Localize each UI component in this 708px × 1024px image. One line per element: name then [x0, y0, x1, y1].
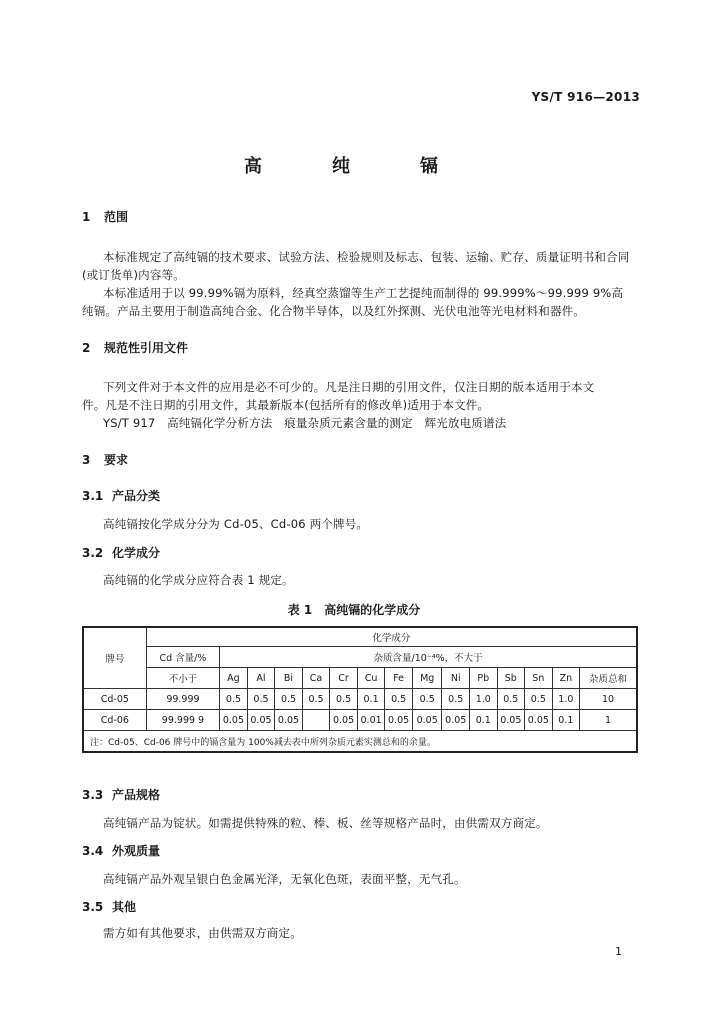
table-note: 注：Cd-05、Cd-06 牌号中的镉含量为 100%减去表中所列杂质元素实测总和的余量。	[83, 731, 637, 753]
element-header: Sb	[497, 668, 525, 689]
paragraph-line: 本标准适用于以 99.99%镉为原料，经真空蒸馏等生产工艺提纯而制得的 99.999%～99.999 9%高	[103, 286, 624, 300]
section-number: 3.1	[82, 489, 104, 503]
value-cell: 0.5	[275, 689, 303, 710]
value-cell: 0.1	[470, 710, 498, 731]
section-number: 3.4	[82, 844, 104, 858]
value-cell: 0.1	[552, 710, 580, 731]
value-cell: 0.05	[247, 710, 275, 731]
value-cell: 0.5	[442, 689, 470, 710]
paragraph-line: 需方如有其他要求，由供需双方商定。	[103, 926, 302, 940]
grade-header: 牌号	[83, 627, 146, 689]
element-header: 杂质总和	[580, 668, 637, 689]
subsection-3-3-heading	[82, 786, 160, 803]
paragraph-line: (或订货单)内容等。	[82, 268, 185, 282]
element-header: Ni	[442, 668, 470, 689]
cd-cell: 99.999	[146, 689, 219, 710]
value-cell: 0.05	[275, 710, 303, 731]
value-cell: 0.5	[220, 689, 248, 710]
table-row	[83, 710, 637, 731]
element-header: Ca	[302, 668, 330, 689]
section-title: 产品规格	[112, 788, 161, 802]
paragraph-line: 纯镉。产品主要用于制造高纯合金、化合物半导体，以及红外探测、光伏电池等光电材料和器件。	[82, 304, 586, 318]
chemical-composition-table	[82, 626, 638, 753]
element-header: Pb	[470, 668, 498, 689]
paragraph-line: 高纯镉按化学成分分为 Cd-05、Cd-06 两个牌号。	[103, 517, 369, 531]
section-2-heading	[82, 339, 188, 356]
page-number: 1	[615, 945, 622, 958]
value-cell: 1.0	[470, 689, 498, 710]
value-cell: 0.5	[497, 689, 525, 710]
grade-cell: Cd-06	[83, 710, 146, 731]
value-cell: 0.5	[302, 689, 330, 710]
standard-code: YS/T 916—2013	[531, 90, 640, 104]
subsection-3-4-heading	[82, 842, 160, 859]
section-number: 1	[82, 210, 91, 224]
subsection-3-2-heading	[82, 544, 160, 561]
value-cell	[302, 710, 330, 731]
value-cell: 0.05	[442, 710, 470, 731]
element-header: Mg	[412, 668, 442, 689]
table-row	[83, 689, 637, 710]
subsection-3-5-heading	[82, 898, 136, 915]
section-3-heading	[82, 451, 128, 468]
value-cell: 0.05	[497, 710, 525, 731]
section-title: 范围	[104, 210, 129, 224]
section-title: 化学成分	[112, 546, 161, 560]
paragraph-line: 下列文件对于本文件的应用是必不可少的。凡是注日期的引用文件，仅注日期的版本适用于本文	[103, 380, 595, 394]
subsection-3-1-heading	[82, 487, 160, 504]
element-header: Cr	[330, 668, 358, 689]
element-header: Ag	[220, 668, 248, 689]
section-number: 3.3	[82, 788, 104, 802]
section-title: 要求	[104, 453, 129, 467]
element-header: Sn	[525, 668, 553, 689]
value-cell: 0.1	[357, 689, 385, 710]
document-title: 高 纯 镉	[244, 156, 464, 177]
section-number: 3.5	[82, 900, 104, 914]
section-title: 产品分类	[112, 489, 161, 503]
grade-cell: Cd-05	[83, 689, 146, 710]
value-cell: 1.0	[552, 689, 580, 710]
value-cell: 0.05	[412, 710, 442, 731]
section-1-heading	[82, 208, 128, 225]
value-cell: 0.5	[330, 689, 358, 710]
element-header: Fe	[385, 668, 413, 689]
paragraph-line: 高纯镉的化学成分应符合表 1 规定。	[103, 573, 294, 587]
normative-reference: YS/T 917 高纯镉化学分析方法 痕量杂质元素含量的测定 辉光放电质谱法	[103, 416, 507, 430]
cd-content-header: Cd 含量/%	[146, 647, 219, 668]
value-cell: 0.05	[330, 710, 358, 731]
value-cell: 0.05	[220, 710, 248, 731]
section-title: 外观质量	[112, 844, 161, 858]
element-header: Bi	[275, 668, 303, 689]
chem-composition-header: 化学成分	[146, 627, 637, 647]
paragraph-line: 高纯镉产品外观呈银白色金属光泽，无氧化色斑，表面平整，无气孔。	[103, 872, 466, 886]
table-caption: 表 1 高纯镉的化学成分	[287, 603, 421, 617]
paragraph-line: 本标准规定了高纯镉的技术要求、试验方法、检验规则及标志、包装、运输、贮存、质量证明书和合同	[103, 250, 630, 264]
cd-cell: 99.999 9	[146, 710, 219, 731]
total-impurity-cell: 10	[580, 689, 637, 710]
total-impurity-cell: 1	[580, 710, 637, 731]
value-cell: 0.01	[357, 710, 385, 731]
paragraph-line: 件。凡是不注日期的引用文件，其最新版本(包括所有的修改单)适用于本文件。	[82, 398, 490, 412]
value-cell: 0.5	[385, 689, 413, 710]
section-number: 3.2	[82, 546, 104, 560]
impurity-content-header: 杂质含量/10⁻⁴%，不大于	[220, 647, 637, 668]
paragraph-line: 高纯镉产品为锭状。如需提供特殊的粒、棒、板、丝等规格产品时，由供需双方商定。	[103, 816, 548, 830]
section-title: 规范性引用文件	[104, 341, 189, 355]
value-cell: 0.05	[385, 710, 413, 731]
value-cell: 0.5	[525, 689, 553, 710]
cd-content-subheader: 不小于	[146, 668, 219, 689]
value-cell: 0.5	[247, 689, 275, 710]
value-cell: 0.5	[412, 689, 442, 710]
section-number: 2	[82, 341, 91, 355]
value-cell: 0.05	[525, 710, 553, 731]
section-number: 3	[82, 453, 91, 467]
element-header: Al	[247, 668, 275, 689]
element-header: Cu	[357, 668, 385, 689]
element-header: Zn	[552, 668, 580, 689]
section-title: 其他	[112, 900, 137, 914]
